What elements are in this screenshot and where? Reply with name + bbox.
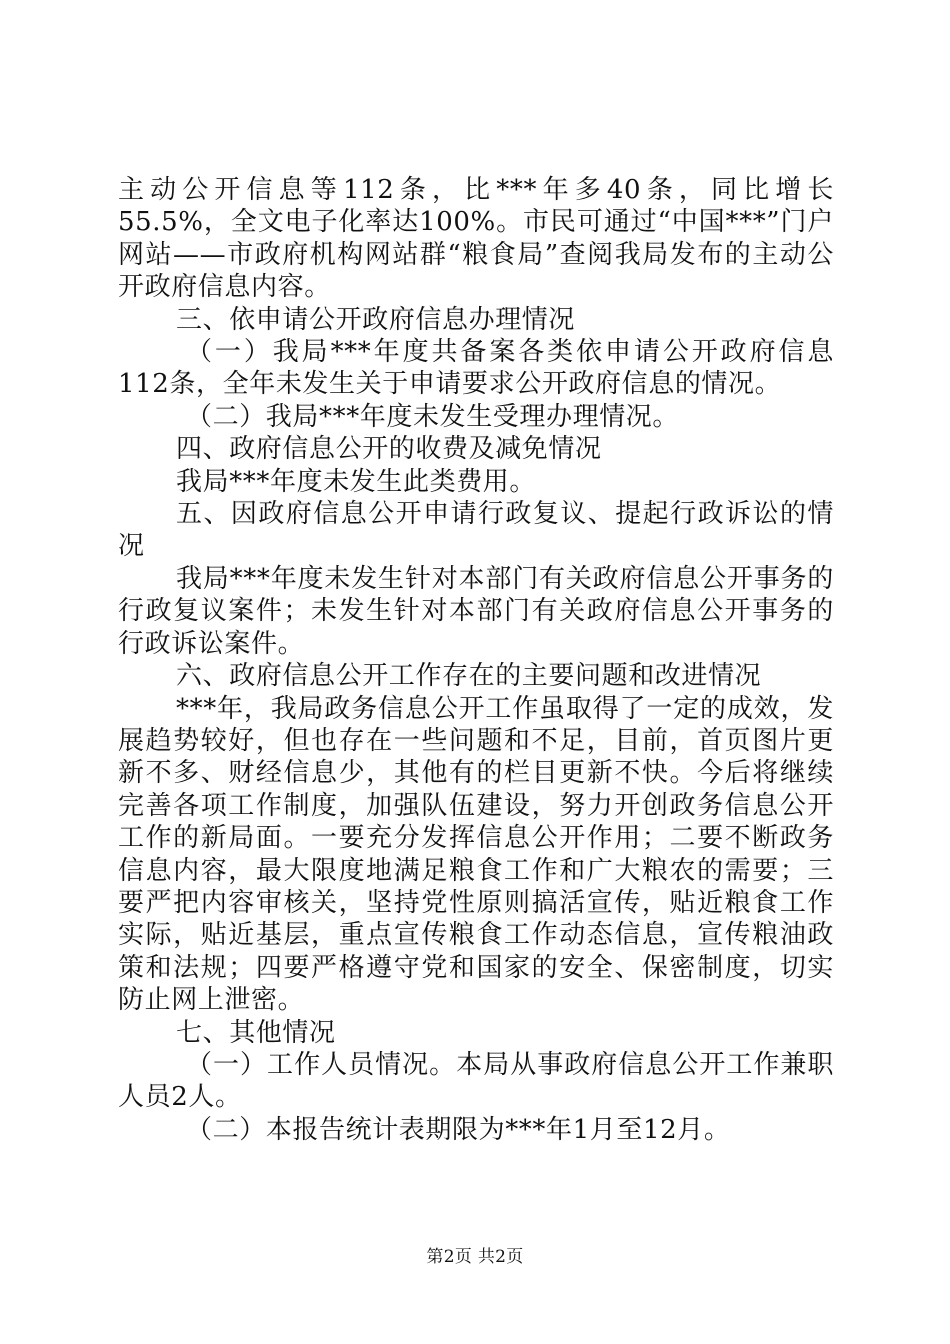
paragraph-section-6: ***年，我局政务信息公开工作虽取得了一定的成效，发展趋势较好，但也存在一些问题和不足，目前，首页图片更新不多、财经信息少，其他有的栏目更新不快。今后将继续完善各项工作制度，加强队伍建设，努力开创政务信息公开工作的新局面。一要充分发挥信息公开作用；二要不断政务信息内容，最大限度地满足粮食工作和广大粮农的需要；三要严把内容审核关，坚持党性原则搞活宣传，贴近粮食工作实际，贴近基层，重点宣传粮食工作动态信息，宣传粮油政策和法规；四要严格遵守党和国家的安全、保密制度，切实防止网上泄密。 <box>118 693 834 1016</box>
heading-section-6: 六、政府信息公开工作存在的主要问题和改进情况 <box>176 661 762 692</box>
document-body <box>118 174 834 1146</box>
paragraph-section-3-item-2: （二）我局***年度未发生受理办理情况。 <box>186 401 680 432</box>
paragraph-section-7-item-1: （一）工作人员情况。本局从事政府信息公开工作兼职人员2人。 <box>118 1049 834 1113</box>
paragraph-section-7-item-2: （二）本报告统计表期限为***年1月至12月。 <box>186 1114 731 1145</box>
heading-section-5: 五、因政府信息公开申请行政复议、提起行政诉讼的情况 <box>118 499 834 562</box>
page-number-footer: 第2页 共2页 <box>426 1247 524 1267</box>
paragraph-public-info-stats: 主动公开信息等112条，比***年多40条，同比增长55.5%，全文电子化率达100%。市民可通过“中国***”门户网站——市政府机构网站群“粮食局”查阅我局发布的主动公开政府信息内容。 <box>118 175 834 303</box>
paragraph-section-4: 我局***年度未发生此类费用。 <box>176 466 537 497</box>
paragraph-section-3-item-1: （一）我局***年度共备案各类依申请公开政府信息112条，全年未发生关于申请要求公开政府信息的情况。 <box>118 337 834 400</box>
heading-section-7: 七、其他情况 <box>176 1017 336 1048</box>
heading-section-3: 三、依申请公开政府信息办理情况 <box>176 304 576 335</box>
heading-section-4: 四、政府信息公开的收费及减免情况 <box>176 434 602 465</box>
paragraph-section-5: 我局***年度未发生针对本部门有关政府信息公开事务的行政复议案件；未发生针对本部门有关政府信息公开事务的行政诉讼案件。 <box>118 563 834 659</box>
